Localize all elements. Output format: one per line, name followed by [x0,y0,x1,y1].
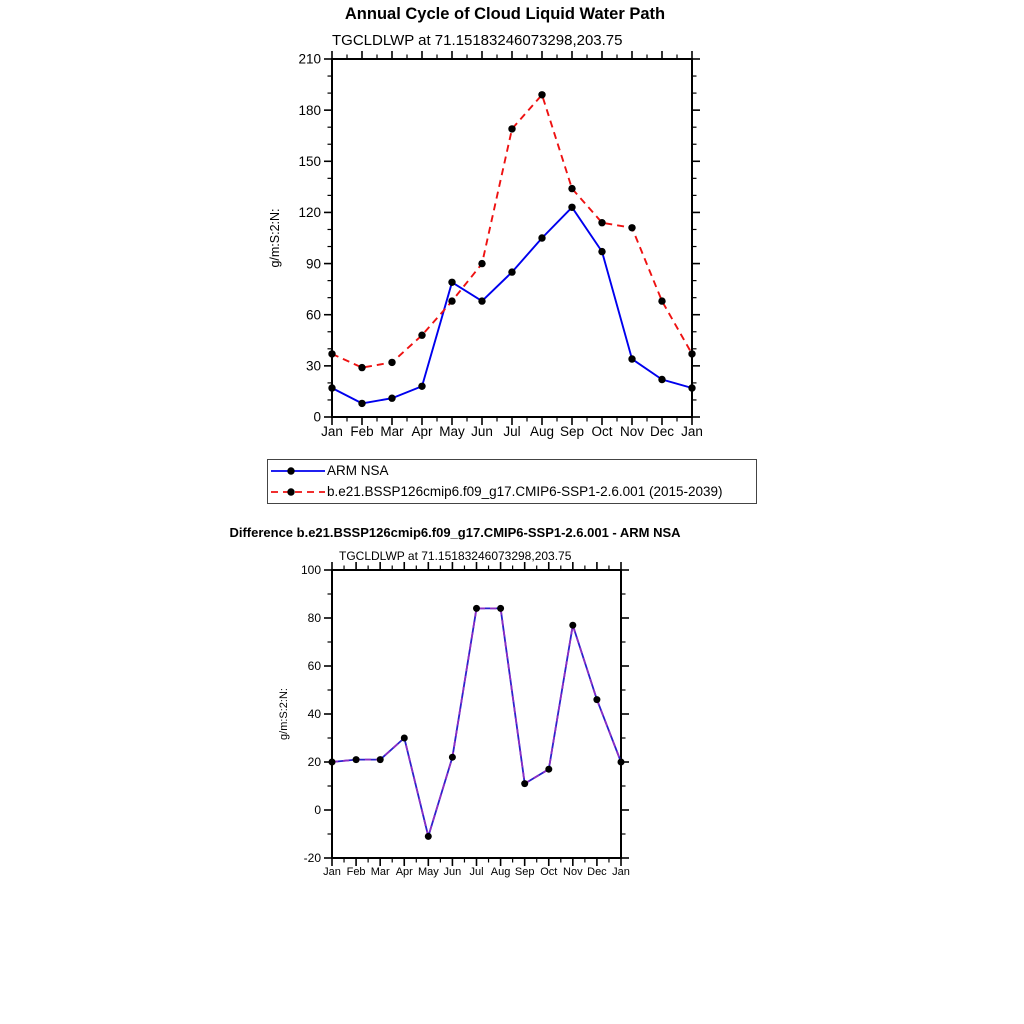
y-tick-label: 80 [307,611,321,626]
legend-marker-dot [287,488,294,495]
data-point [538,234,545,241]
x-tick-label-month: Oct [591,424,613,439]
data-point [658,376,665,383]
y-tick-label: 40 [307,707,321,722]
data-point [545,766,552,773]
y-tick-label: 30 [305,358,321,374]
data-point [688,350,695,357]
data-point [508,268,515,275]
data-point [388,359,395,366]
x-tick-label-month: May [439,424,465,439]
data-point [628,224,635,231]
data-point [568,185,575,192]
data-point [449,754,456,761]
data-point [329,759,336,766]
x-tick-label-month: Jan [323,866,341,878]
data-point [448,279,455,286]
data-point [569,622,576,629]
x-tick-label-month: Jul [469,866,484,878]
x-tick-label-month: Jul [503,424,521,439]
x-tick-label-month: Feb [346,866,366,878]
top-chart-subtitle: TGCLDLWP at 71.15183246073298,203.75 [332,32,623,49]
difference-plot [301,562,630,878]
data-point [418,332,425,339]
annual-cycle-plot [298,51,702,439]
data-point [508,125,515,132]
data-point [388,395,395,402]
data-point [658,297,665,304]
legend-sample-dashed-red-line [270,486,327,498]
series-line-difference-dashed-overlay [332,608,621,836]
data-point [598,219,605,226]
x-tick-label-month: Jan [681,424,703,439]
data-point [328,350,335,357]
data-point [377,756,384,763]
difference-chart-title: Difference b.e21.BSSP126cmip6.f09_g17.CMIP6-SSP1-2.6.001 - ARM NSA [229,525,681,540]
x-tick-label-month: Mar [370,866,390,878]
x-ticks [332,51,692,425]
data-point [593,696,600,703]
data-point [478,297,485,304]
x-tick-label-month: Jan [321,424,343,439]
y-tick-label: 0 [313,409,321,425]
x-tick-label-month: Oct [540,866,558,878]
data-point [353,756,360,763]
x-tick-label-month: Dec [587,866,607,878]
data-point [497,605,504,612]
data-point [425,833,432,840]
data-point [358,364,365,371]
data-point [598,248,605,255]
x-tick-label-month: Apr [395,866,413,878]
data-point [538,91,545,98]
data-point [688,384,695,391]
y-tick-label: 100 [300,563,321,578]
x-tick-label-month: Jun [471,424,493,439]
data-point [521,780,528,787]
legend-label-model: b.e21.BSSP126cmip6.f09_g17.CMIP6-SSP1-2.6.001 (2015-2039) [327,484,723,499]
data-point [478,260,485,267]
legend-item-model [270,483,756,501]
data-point [328,384,335,391]
data-point [418,383,425,390]
legend-item-arm-nsa [270,462,756,480]
x-tick-label-month: Aug [529,424,555,439]
data-point [448,297,455,304]
data-point [401,735,408,742]
series-markers-arm-nsa [328,204,695,407]
x-tick-label-month: Nov [619,424,645,439]
series-line-arm-nsa [332,207,692,403]
x-tick-label-month: Aug [490,866,511,878]
x-tick-label-month: Nov [563,866,583,878]
y-tick-label: 180 [298,102,321,118]
legend-label-arm-nsa: ARM NSA [327,463,389,478]
y-tick-label: 210 [298,51,321,67]
data-point [618,759,625,766]
data-point [628,355,635,362]
series-line-b-e21-bssp126cmip6-f09-g17-cmip6-ssp1-2-6-001-2015-2039 [332,95,692,368]
series-markers-difference-solid-line [329,605,625,840]
top-y-axis-label: g/m:S:2:N: [268,208,282,268]
legend-sample-solid-blue-line [270,465,327,477]
y-tick-label: 60 [305,307,321,323]
x-tick-label-month: Dec [649,424,675,439]
legend-marker-dot [287,467,294,474]
x-tick-label-month: Jun [443,866,462,878]
data-point [568,204,575,211]
x-tick-label-month: Sep [559,424,585,439]
y-tick-label: 120 [298,205,321,221]
data-point [473,605,480,612]
data-point [358,400,365,407]
y-tick-label: 90 [305,256,321,272]
y-tick-label: -20 [303,851,321,866]
y-tick-label: 20 [307,755,321,770]
x-tick-label-month: Apr [411,424,433,439]
x-tick-label-month: Jan [612,866,630,878]
difference-chart-subtitle: TGCLDLWP at 71.15183246073298,203.75 [339,549,572,563]
series-markers-b-e21-bssp126cmip6-f09-g17-cmip6-ssp1-2-6-001-2015-2039 [328,91,695,371]
x-tick-label-month: May [417,866,439,878]
x-tick-label-month: Feb [350,424,374,439]
y-tick-label: 0 [314,803,321,818]
x-tick-label-month: Mar [380,424,404,439]
y-tick-label: 60 [307,659,321,674]
y-tick-label: 150 [298,154,321,170]
legend [267,459,757,504]
top-chart-title: Annual Cycle of Cloud Liquid Water Path [344,5,666,23]
difference-y-axis-label: g/m:S:2:N: [278,688,290,740]
y-ticks [324,59,700,417]
x-tick-label-month: Sep [514,866,535,878]
